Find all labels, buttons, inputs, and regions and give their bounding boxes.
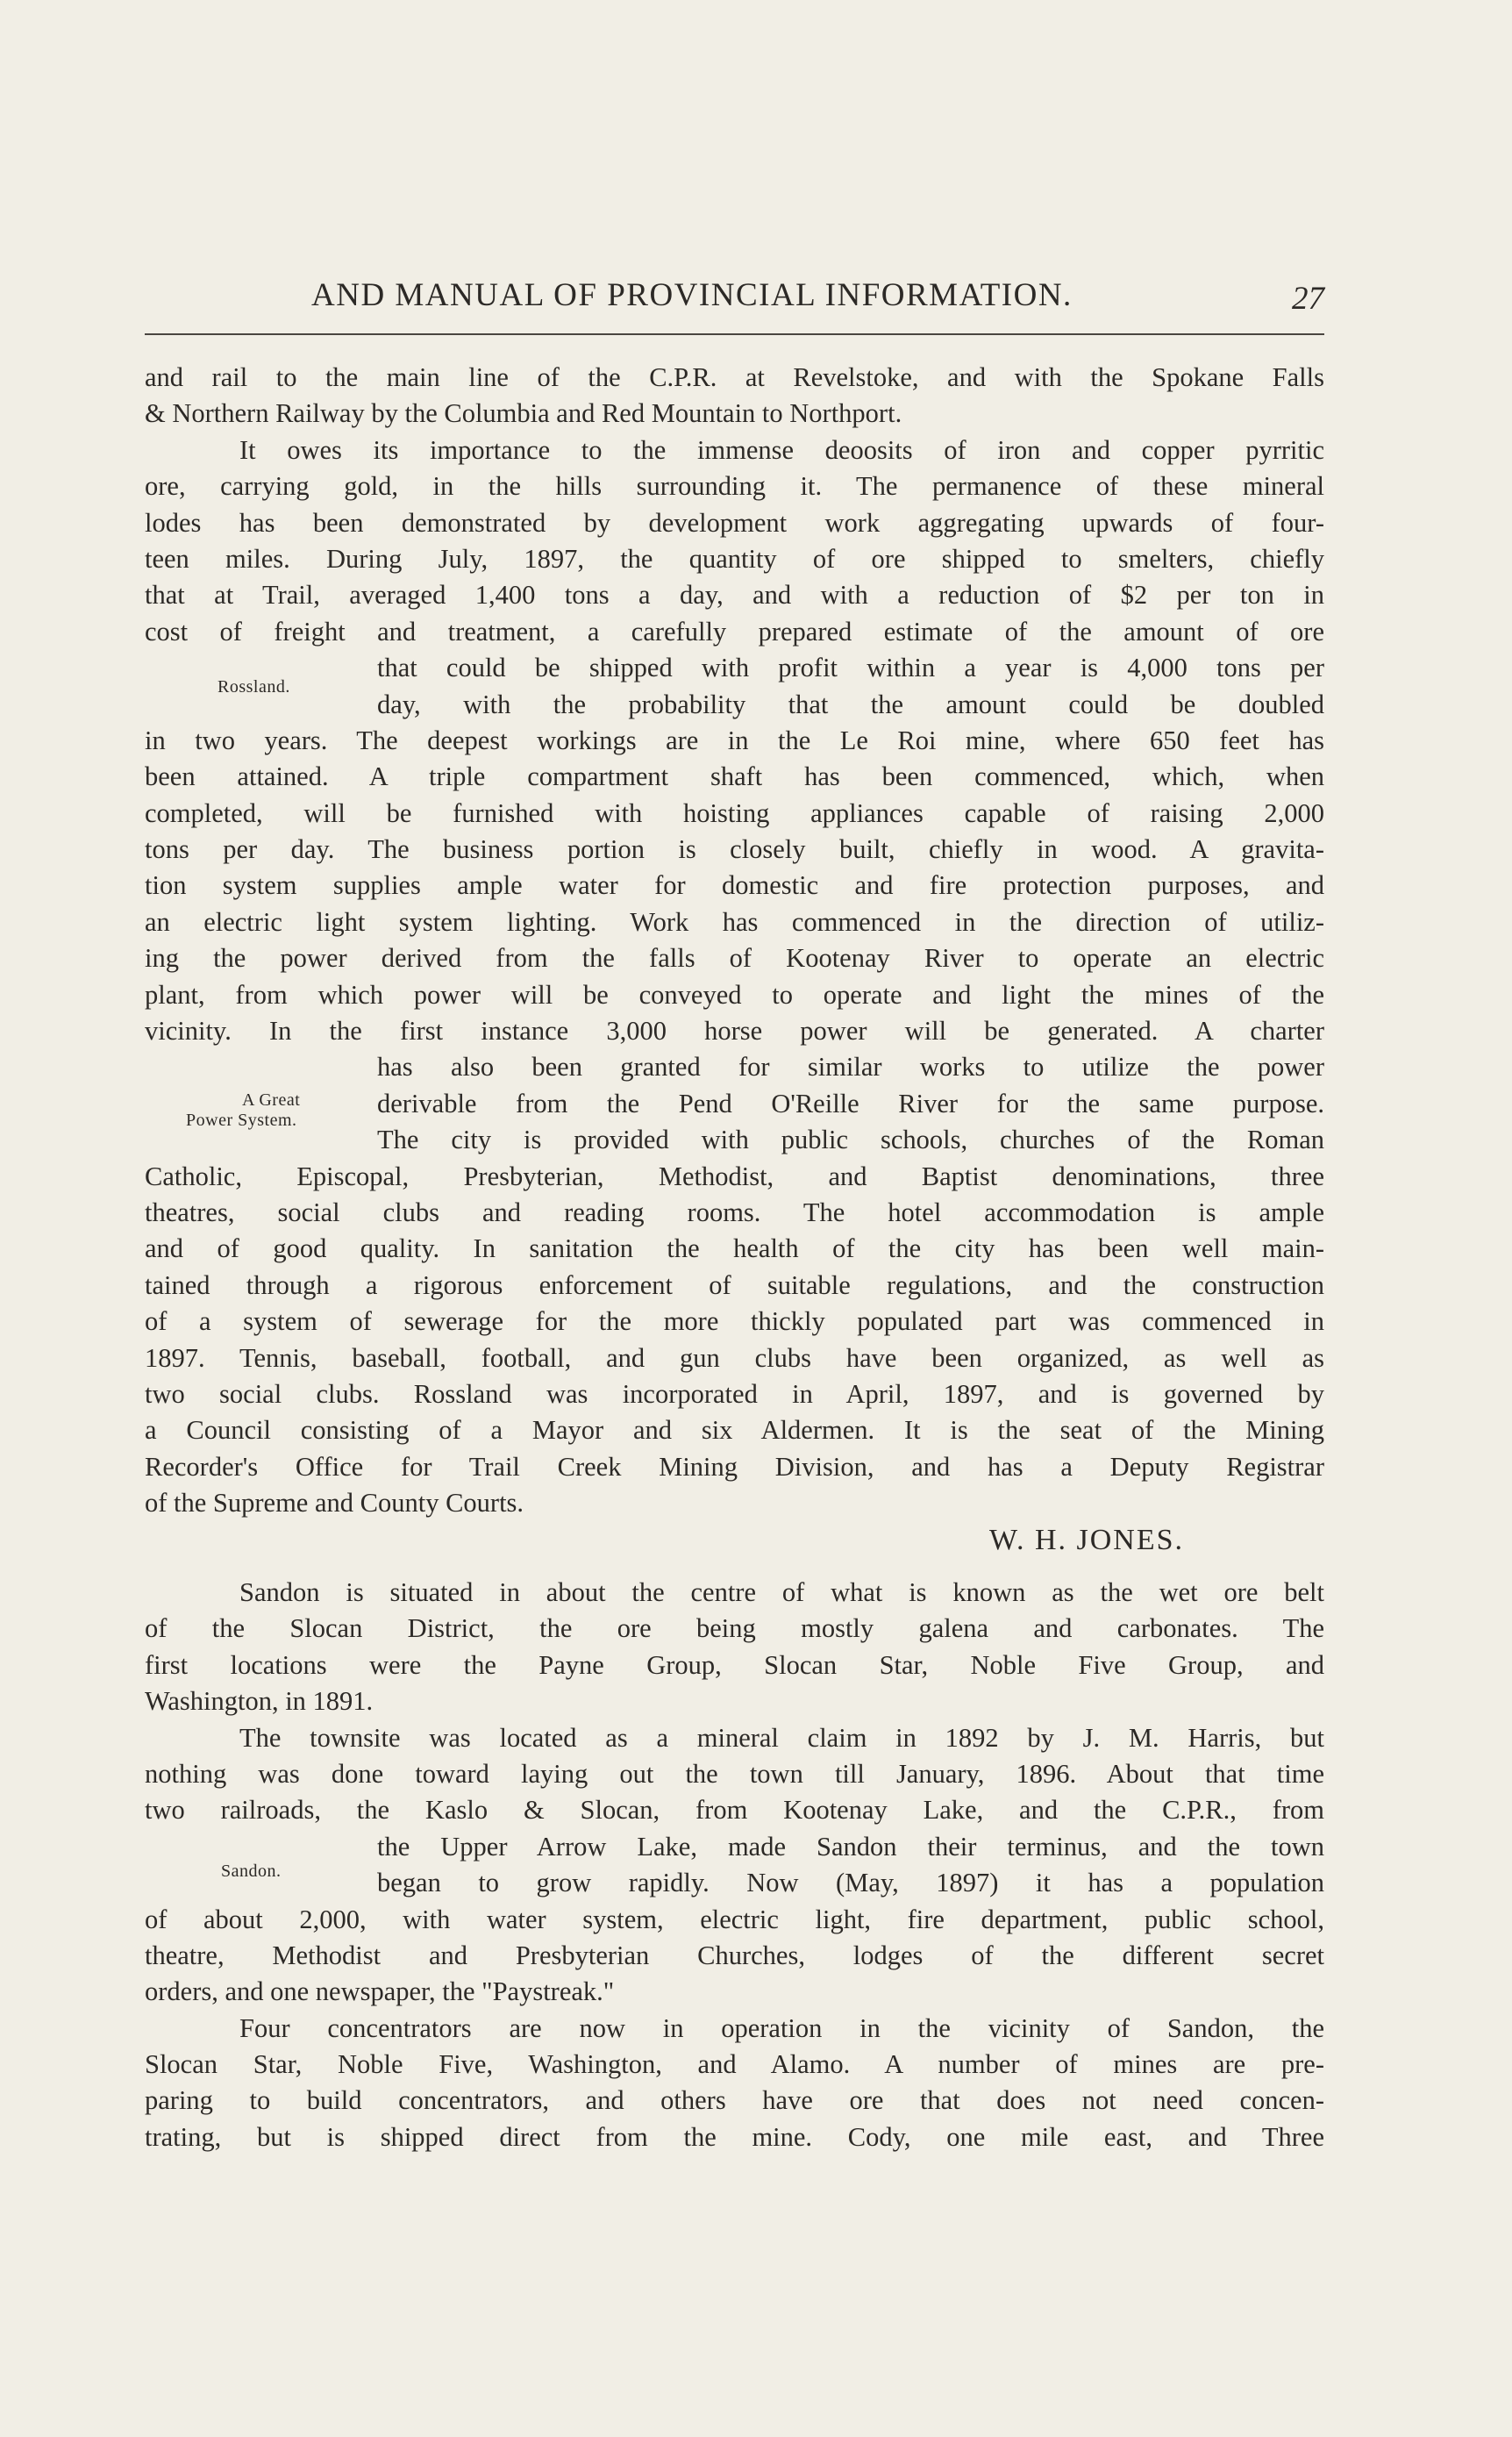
text-line: has also been granted for similar works to utilize the power [377, 1052, 1324, 1083]
text-line: Sandon is situated in about the centre of what is known as the wet ore belt [239, 1577, 1324, 1607]
text-line: of about 2,000, with water system, electric light, fire department, public school, [145, 1904, 1324, 1934]
text-line: been attained. A triple compartment shaft has been commenced, which, when [145, 761, 1324, 792]
text-line: the Upper Arrow Lake, made Sandon their terminus, and the town [377, 1831, 1324, 1862]
text-line: plant, from which power will be conveyed to operate and light the mines of the [145, 979, 1324, 1010]
text-line: The city is provided with public schools, churches of the Roman [377, 1125, 1324, 1155]
text-line: of the Slocan District, the ore being mostly galena and carbonates. The [145, 1613, 1324, 1644]
text-line: two railroads, the Kaslo & Slocan, from Kootenay Lake, and the C.P.R., from [145, 1795, 1324, 1826]
text-line: and rail to the main line of the C.P.R. at Revelstoke, and with the Spokane Falls [145, 362, 1324, 392]
text-line: first locations were the Payne Group, Slocan Star, Noble Five Group, and [145, 1649, 1324, 1680]
text-line: theatres, social clubs and reading rooms. The hotel accommodation is ample [145, 1197, 1324, 1227]
text-line: Catholic, Episcopal, Presbyterian, Methodist, and Baptist denominations, three [145, 1161, 1324, 1191]
text-line: paring to build concentrators, and others have ore that does not need concen- [145, 2085, 1324, 2116]
header-rule [145, 333, 1324, 335]
signature: W. H. JONES. [989, 1524, 1185, 1556]
text-line: a Council consisting of a Mayor and six Aldermen. It is the seat of the Mining [145, 1415, 1324, 1446]
text-line: nothing was done toward laying out the town till January, 1896. About that time [145, 1758, 1324, 1789]
text-line: day, with the probability that the amount could be doubled [377, 689, 1324, 719]
text-line: teen miles. During July, 1897, the quantity of ore shipped to smelters, chiefly [145, 543, 1324, 574]
text-line: It owes its importance to the immense deoosits of iron and copper pyrritic [239, 434, 1324, 465]
sandon-section [145, 1575, 1324, 2155]
text-line: of the Supreme and County Courts. [145, 1488, 524, 1519]
text-line: & Northern Railway by the Columbia and Red Mountain to Northport. [145, 398, 902, 429]
text-line: of a system of sewerage for the more thickly populated part was commenced in [145, 1306, 1324, 1337]
page-number: 27 [1292, 281, 1324, 317]
text-line: tained through a rigorous enforcement of suitable regulations, and the construction [145, 1269, 1324, 1300]
text-line: orders, and one newspaper, the "Paystreak." [145, 1976, 615, 2007]
margin-note-power-system: Power System. [186, 1111, 297, 1130]
text-line: and of good quality. In sanitation the health of the city has been well main- [145, 1233, 1324, 1264]
text-line: tons per day. The business portion is closely built, chiefly in wood. A gravita- [145, 834, 1324, 865]
text-line: in two years. The deepest workings are in the Le Roi mine, where 650 feet has [145, 725, 1324, 755]
running-title: AND MANUAL OF PROVINCIAL INFORMATION. [311, 277, 1073, 313]
text-line: Recorder's Office for Trail Creek Mining Division, and has a Deputy Registrar [145, 1451, 1324, 1482]
text-line: two social clubs. Rossland was incorporated in April, 1897, and is governed by [145, 1378, 1324, 1409]
text-line: that could be shipped with profit within a year is 4,000 tons per [377, 653, 1324, 683]
text-line: lodes has been demonstrated by development work aggregating upwards of four- [145, 507, 1324, 538]
margin-note-rossland: Rossland. [218, 677, 290, 697]
margin-note-great: A Great [242, 1090, 301, 1110]
text-line: trating, but is shipped direct from the mine. Cody, one mile east, and Three [145, 2121, 1324, 2152]
text-line: theatre, Methodist and Presbyterian Churches, lodges of the different secret [145, 1940, 1324, 1970]
text-line: an electric light system lighting. Work has commenced in the direction of utiliz- [145, 906, 1324, 937]
text-line: tion system supplies ample water for domestic and fire protection purposes, and [145, 870, 1324, 901]
text-line: vicinity. In the first instance 3,000 horse power will be generated. A charter [145, 1016, 1324, 1047]
text-line: cost of freight and treatment, a carefully prepared estimate of the amount of ore [145, 616, 1324, 647]
text-line: Four concentrators are now in operation in the vicinity of Sandon, the [239, 2012, 1324, 2043]
rossland-section [145, 360, 1324, 1522]
text-line: ing the power derived from the falls of Kootenay River to operate an electric [145, 943, 1324, 974]
text-line: Washington, in 1891. [145, 1686, 374, 1717]
text-line: ore, carrying gold, in the hills surrounding it. The permanence of these mineral [145, 471, 1324, 502]
text-line: began to grow rapidly. Now (May, 1897) it has a population [377, 1868, 1324, 1898]
text-line: The townsite was located as a mineral claim in 1892 by J. M. Harris, but [239, 1722, 1324, 1753]
text-line: 1897. Tennis, baseball, football, and gun clubs have been organized, as well as [145, 1342, 1324, 1373]
margin-note-sandon: Sandon. [221, 1862, 282, 1881]
text-line: derivable from the Pend O'Reille River for the same purpose. [377, 1088, 1324, 1118]
text-line: that at Trail, averaged 1,400 tons a day, and with a reduction of $2 per ton in [145, 580, 1324, 611]
text-line: Slocan Star, Noble Five, Washington, and Alamo. A number of mines are pre- [145, 2049, 1324, 2080]
text-line: completed, will be furnished with hoisting appliances capable of raising 2,000 [145, 797, 1324, 828]
running-header [145, 276, 1324, 320]
